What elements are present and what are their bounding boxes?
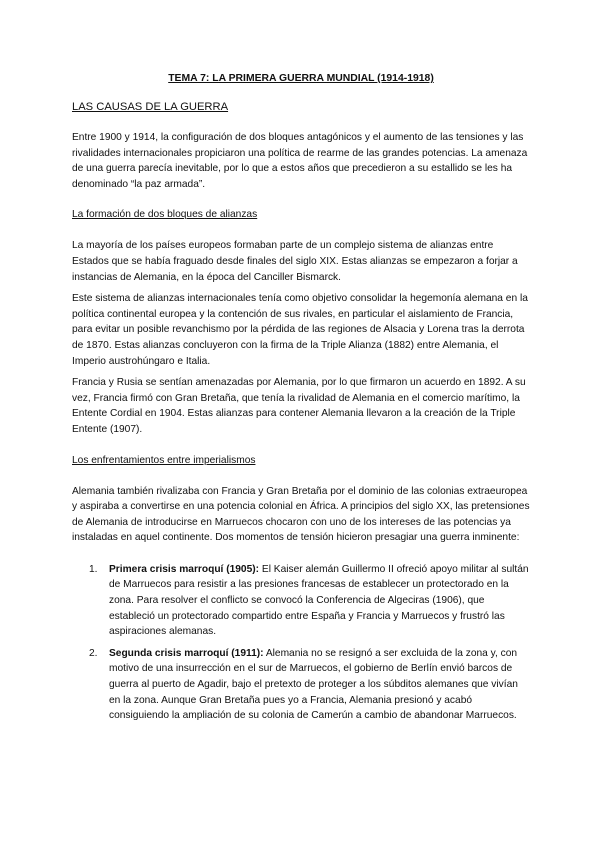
- paragraph-alliances-1: La mayoría de los países europeos formaban parte de un complejo sistema de alianzas entre Estados que se había fraguado desde finales del siglo XIX. Estas alianzas se empezaron a forjar a instancias de Alemania, en la época del Canciller Bismarck.: [72, 240, 518, 283]
- document-content: [72, 72, 530, 730]
- list-item-number: 2.: [89, 647, 98, 659]
- list-item-number: 1.: [89, 563, 98, 575]
- paragraph-alliances-2: Este sistema de alianzas internacionales tenía como objetivo consolidar la hegemonía alemana en la política continental europea y la contención de sus rivales, en particular el aislamiento de Francia, para evitar un posible revanchismo por la pérdida de las regiones de Alsacia y Lorena tras la derrota de 1870. Estas alianzas concluyeron con la firma de la Triple Alianza (1882) entre Alemania, el Imperio austrohúngaro e Italia.: [72, 293, 528, 367]
- document-title: TEMA 7: LA PRIMERA GUERRA MUNDIAL (1914-1918): [168, 73, 434, 84]
- list-item-label: Segunda crisis marroquí (1911):: [109, 647, 264, 659]
- list-item: [72, 562, 530, 640]
- paragraph-imperialism-intro: Alemania también rivalizaba con Francia y Gran Bretaña por el dominio de las colonias extraeuropea y aspiraba a convertirse en una potencia colonial en África. A principios del siglo XX, las pretensiones de Alemania de introducirse en Marruecos chocaron con uno de los intereses de las potencias ya instaladas en aquel continente. Dos momentos de tensión hicieron presagiar una guerra inminente:: [72, 485, 530, 544]
- section-heading-alliances: La formación de dos bloques de alianzas: [72, 209, 258, 221]
- list-item-label: Primera crisis marroquí (1905):: [109, 563, 260, 575]
- section-heading-causes: LAS CAUSAS DE LA GUERRA: [72, 101, 229, 113]
- list-item-text: Alemania no se resignó a ser excluida de la zona y, con motivo de una insurrección en el sur de Marruecos, el gobierno de Berlín envió barcos de guerra al puerto de Agadir, bajo el pretexto de proteger a los súbditos alemanes que vivían en la zona. Aunque Gran Bretaña pues yo a Francia, Alemania presionó y acabó consiguiendo la ampliación de su colonia de Camerún a cambio de abandonar Marruecos.: [109, 647, 518, 722]
- crisis-list: [72, 562, 530, 724]
- paragraph-alliances-3: Francia y Rusia se sentían amenazadas por Alemania, por lo que firmaron un acuerdo en 1892. A su vez, Francia firmó con Gran Bretaña, que tenía la rivalidad de Alemania en el comercio marítimo, la Entente Cordial en 1904. Estas alianzas para contener Alemania llevaron a la creación de la Triple Entente (1907).: [72, 377, 526, 435]
- list-item-text: El Kaiser alemán Guillermo II ofreció apoyo militar al sultán de Marruecos para resistir a las presiones francesas de establecer un protectorado en la zona. Para resolver el conflicto se convocó la Conferencia de Algeciras (1906), que estableció un protectorado compartido entre España y Francia y Marruecos y frustró las aspiraciones alemanas.: [109, 563, 529, 638]
- section-heading-imperialism: Los enfrentamientos entre imperialismos: [72, 454, 256, 466]
- list-item: [72, 646, 530, 724]
- paragraph-causes-intro: Entre 1900 y 1914, la configuración de dos bloques antagónicos y el aumento de las tensiones y las rivalidades internacionales propiciaron una política de rearme de las grandes potencias. La amenaza de una guerra parecía inevitable, por lo que a estos años que precedieron a su estallido se les ha denominado “la paz armada”.: [72, 132, 528, 190]
